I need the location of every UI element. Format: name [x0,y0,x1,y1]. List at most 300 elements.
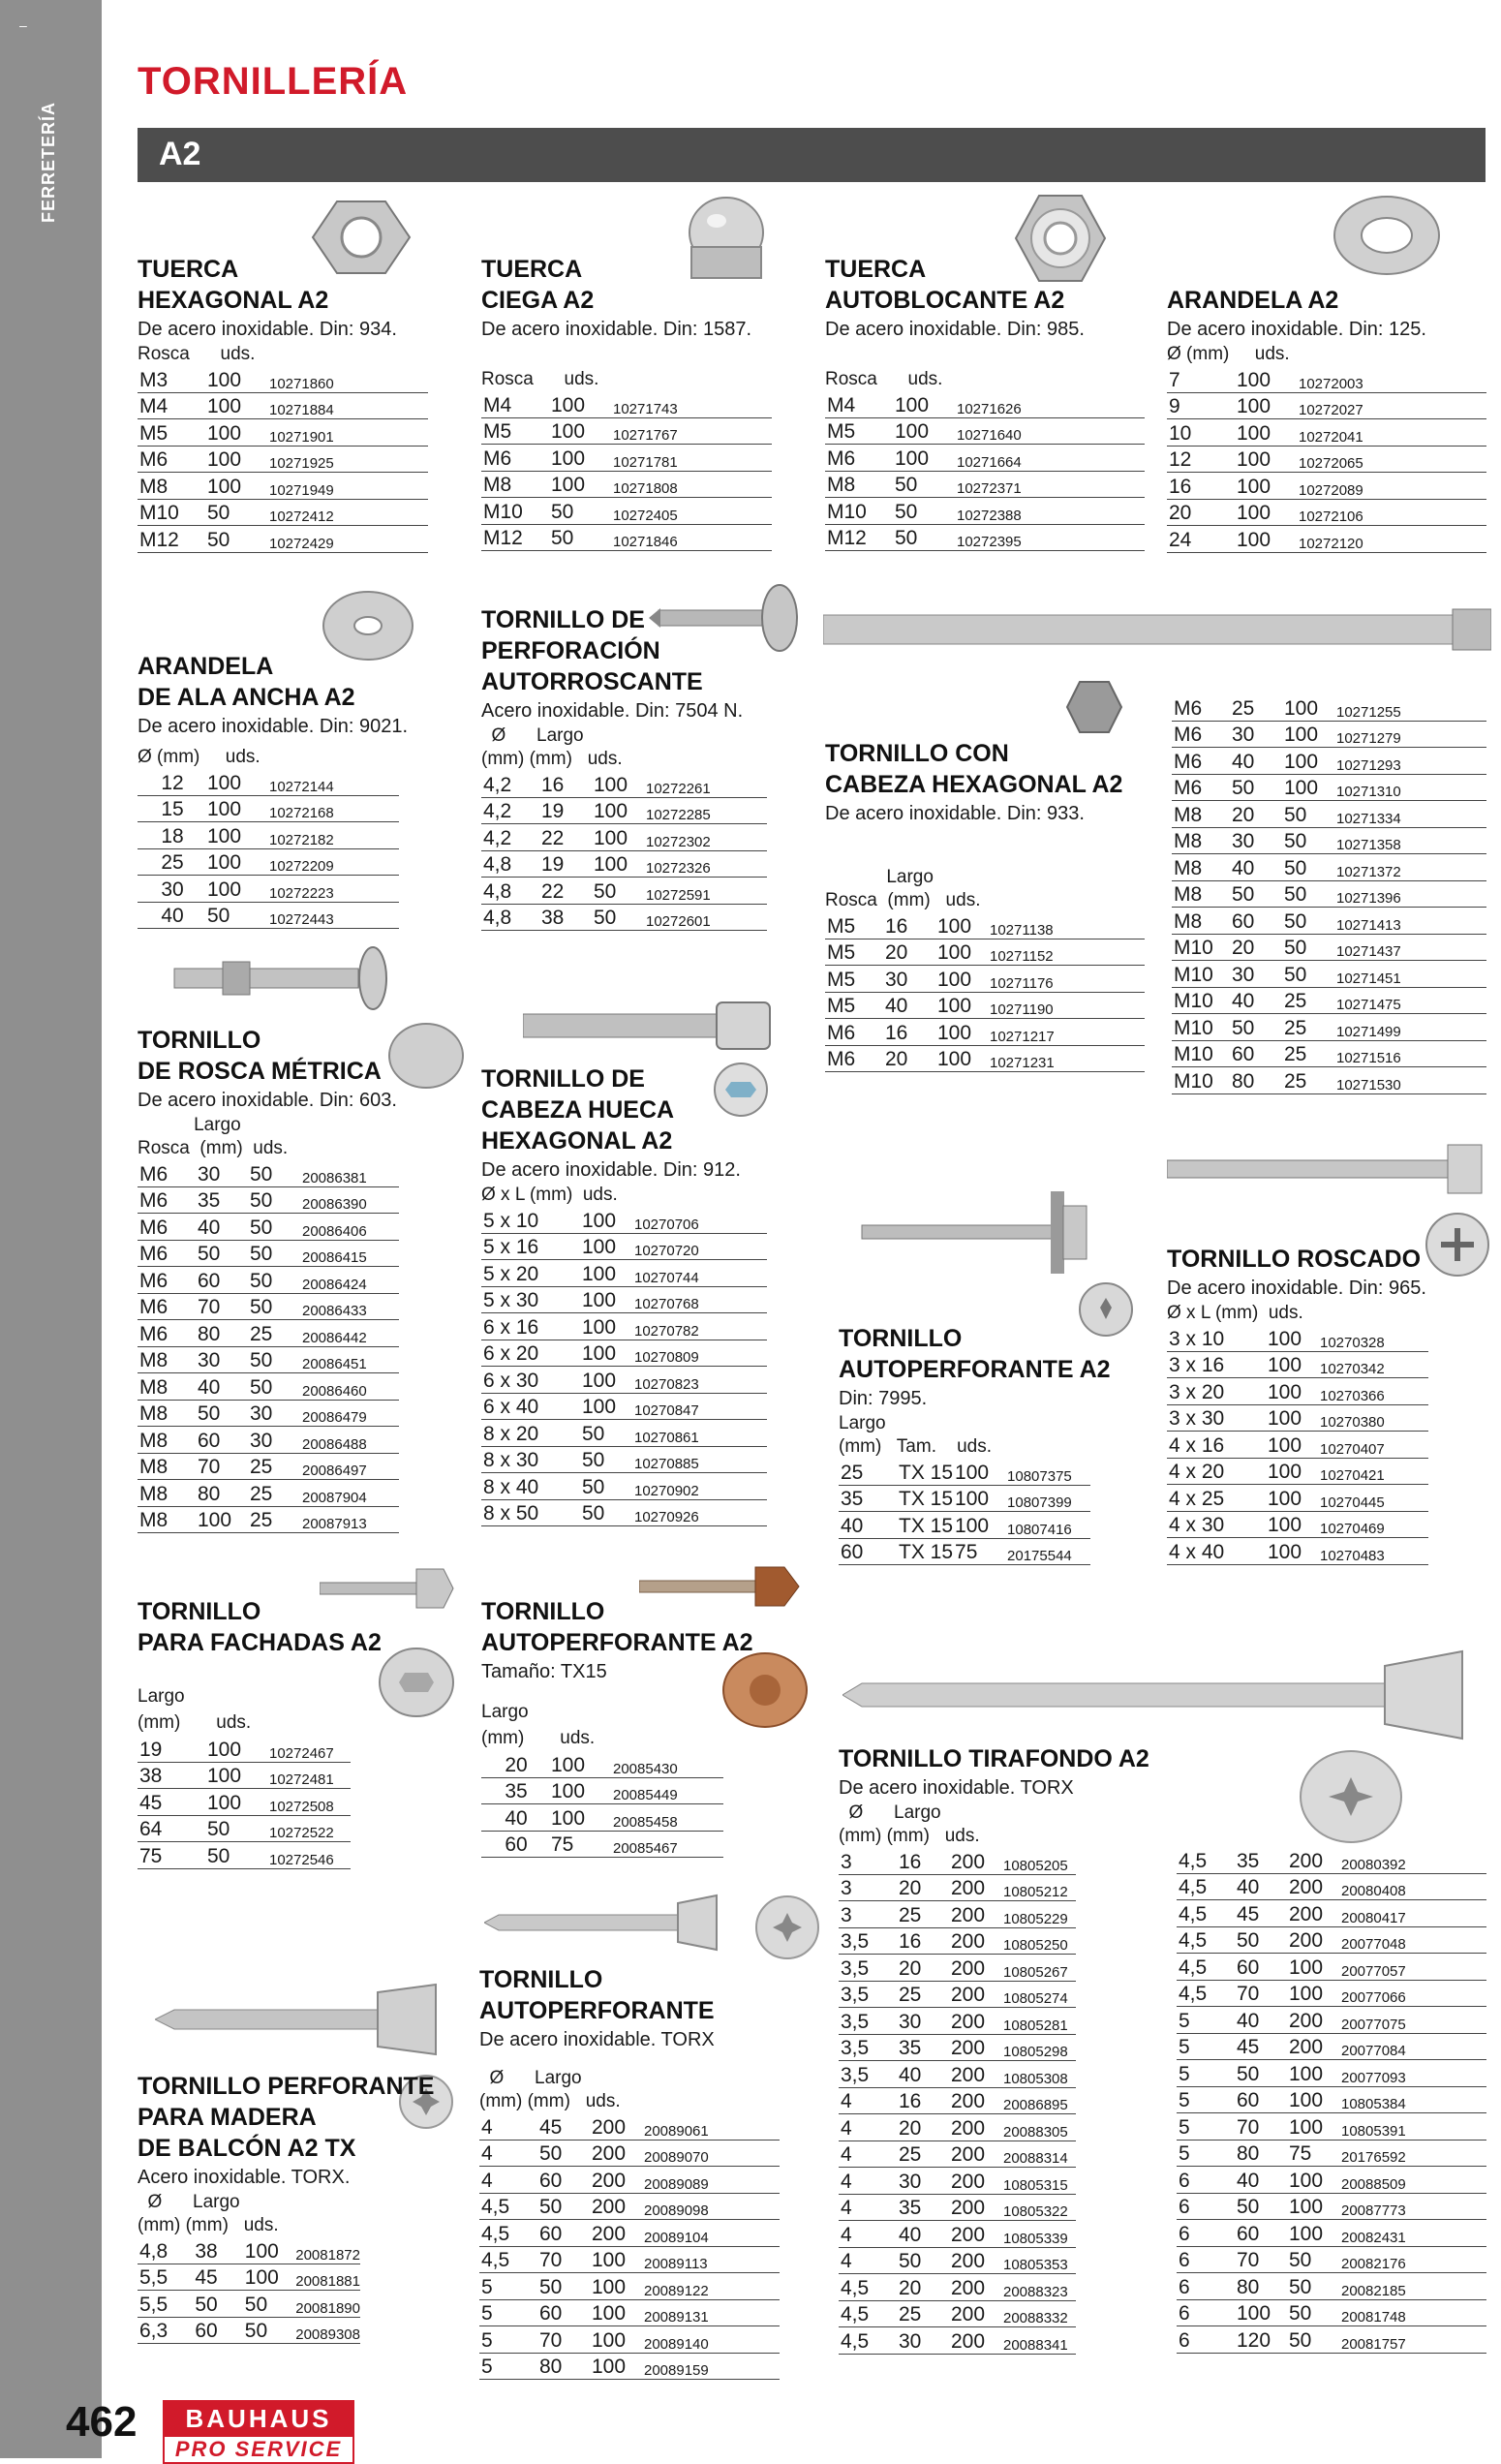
value-cell: 80 [1235,2140,1287,2167]
table-header: Ø x L (mm) uds. [481,1185,618,1205]
value-cell: 4 x 16 [1167,1432,1266,1459]
value-cell: 200 [590,2113,642,2140]
table-row [1172,1014,1486,1041]
value-cell: M10 [138,499,205,526]
table-header: Ø (mm) uds. [1167,344,1290,364]
reference-cell: 20086488 [300,1427,399,1454]
value-cell: 4,5 [1177,1900,1235,1927]
value-cell: 5 x 30 [481,1286,580,1313]
value-cell: 100 [205,822,267,849]
value-cell: 6 [1177,2193,1235,2220]
value-cell: M8 [1172,854,1230,881]
value-cell: 20 [481,1751,549,1777]
spec-table [138,1736,351,1869]
value-cell: 35 [839,1485,897,1512]
value-cell: 100 [590,2246,642,2273]
value-cell: M6 [1172,721,1230,748]
value-cell: 25 [897,2300,949,2327]
value-cell: 100 [1266,1404,1318,1432]
table-row [839,1955,1076,1982]
reference-cell: 20089089 [642,2167,780,2194]
value-cell: 45 [1235,1900,1287,1927]
reference-cell: 10271626 [955,391,1145,417]
value-cell: 25 [897,2141,949,2168]
value-cell: 100 [1235,526,1297,553]
value-cell: 80 [196,1480,248,1507]
value-cell: 22 [539,878,592,905]
table-row [481,824,767,851]
value-cell: 50 [205,1842,267,1869]
value-cell: M10 [1172,961,1230,988]
reference-cell: 20081890 [293,2291,360,2318]
reference-cell: 10271884 [267,392,428,419]
table-row [138,1736,351,1762]
value-cell: M6 [1172,774,1230,801]
table-row [479,2299,780,2326]
reference-cell: 10805281 [1001,2008,1076,2035]
reference-cell: 20086390 [300,1186,399,1214]
table-header: Largo (mm) uds. [481,1702,596,1748]
value-cell: 100 [1235,473,1297,500]
table-row [138,1506,399,1533]
value-cell: 50 [1287,2299,1339,2326]
table-row [481,1446,767,1473]
value-cell: 50 [1282,908,1334,935]
value-cell: 15 [138,795,205,822]
value-cell: 200 [949,2247,1001,2274]
hex-head-small-image [1065,678,1123,736]
value-cell: 50 [1282,801,1334,828]
value-cell: M6 [138,1160,196,1186]
value-cell: 50 [1287,2246,1339,2273]
value-cell: 30 [196,1160,248,1186]
value-cell: M3 [138,366,205,392]
value-cell: 100 [1287,1980,1339,2007]
value-cell: 100 [1266,1325,1318,1351]
value-cell: 8 x 30 [481,1446,580,1473]
value-cell: 30 [883,966,935,993]
table-row [481,1207,767,1233]
value-cell: M5 [138,419,205,447]
table-header: Ø Largo (mm) (mm) uds. [479,2068,621,2111]
table-header: Largo Rosca (mm) uds. [138,1115,289,1158]
reference-cell: 20088341 [1001,2327,1076,2355]
value-cell: 25 [1282,1067,1334,1094]
value-cell: 100 [1235,392,1297,419]
table-row [138,366,428,392]
value-cell: 50 [1230,880,1282,908]
value-cell: M6 [481,445,549,472]
value-cell: 75 [138,1842,205,1869]
reference-cell: 10271176 [988,966,1145,993]
value-cell: 30 [138,876,205,903]
value-cell: 100 [1287,1954,1339,1981]
spec-table [479,2113,780,2380]
value-cell: 16 [539,771,592,797]
value-cell: M6 [1172,694,1230,721]
value-cell: 100 [205,848,267,876]
value-cell: 4,5 [1177,1926,1235,1954]
value-cell: 100 [1235,499,1297,526]
value-cell: M6 [138,1267,196,1294]
value-cell: 4 x 30 [1167,1511,1266,1538]
reference-cell: 20077075 [1339,2007,1486,2034]
reference-cell: 10271475 [1334,987,1486,1014]
value-cell: 3,5 [839,2061,897,2088]
value-cell: 100 [1266,1538,1318,1565]
value-cell: 38 [193,2237,242,2264]
value-cell: 70 [196,1453,248,1480]
value-cell: 3 x 16 [1167,1351,1266,1378]
reference-cell: 10272591 [644,878,767,905]
reference-cell: 10270809 [632,1340,767,1367]
value-cell: 40 [839,1512,897,1539]
reference-cell: 10270469 [1318,1511,1428,1538]
reference-cell: 10271925 [267,446,428,473]
value-cell: 50 [1235,1926,1287,1954]
reference-cell: 10805274 [1001,1981,1076,2008]
value-cell: 100 [1266,1432,1318,1459]
table-row [481,878,767,905]
spec-table [839,1459,1090,1565]
reference-cell: 10271217 [988,1019,1145,1046]
product-tornillo-cabeza-hueca [481,1063,801,1526]
value-cell: 50 [1282,934,1334,961]
value-cell: M8 [1172,801,1230,828]
reference-cell: 10271358 [1334,827,1486,854]
table-row [1177,2060,1486,2087]
value-cell: 6 [1177,2326,1235,2354]
value-cell: 100 [1287,2086,1339,2113]
table-row [825,966,1145,993]
reference-cell: 10272182 [267,822,399,849]
value-cell: 20 [897,2274,949,2301]
reference-cell: 10270366 [1318,1378,1428,1405]
table-row [839,2061,1076,2088]
table-row [481,1367,767,1394]
value-cell: 100 [580,1340,632,1367]
reference-cell: 10272429 [267,526,428,553]
value-cell: 100 [205,1762,267,1789]
product-title: ARANDELA A2 [1167,287,1339,314]
reference-cell: 10272285 [644,797,767,824]
table-row [1177,2299,1486,2326]
value-cell: 50 [248,1373,300,1401]
value-cell: M8 [1172,880,1230,908]
value-cell: 16 [897,1848,949,1874]
value-cell: 50 [243,2291,293,2318]
value-cell: 4 x 25 [1167,1485,1266,1512]
reference-cell: 20086433 [300,1293,399,1320]
logo-subline: PRO SERVICE [163,2437,354,2464]
product-description: De acero inoxidable. Din: 125. [1167,319,1426,340]
reference-cell: 10270380 [1318,1404,1428,1432]
value-cell: 100 [590,2273,642,2300]
product-title: TORNILLO DE PERFORACIÓN AUTORROSCANTE [481,606,703,695]
reference-cell: 10272522 [267,1815,351,1842]
value-cell: 100 [1287,2193,1339,2220]
value-cell: 40 [196,1214,248,1241]
value-cell: 60 [1230,1040,1282,1067]
table-row [138,1186,399,1214]
table-row [1167,366,1486,392]
value-cell: 3 [839,1848,897,1874]
value-cell: 4,5 [839,2327,897,2355]
value-cell: 50 [248,1240,300,1267]
value-cell: 60 [193,2317,242,2344]
value-cell: 100 [205,876,267,903]
table-row [138,1320,399,1347]
value-cell: 6 x 30 [481,1367,580,1394]
value-cell: 50 [248,1346,300,1373]
value-cell: 200 [1287,1926,1339,1954]
table-row [1177,1873,1486,1900]
table-row [481,1751,723,1777]
value-cell: 4 [839,2114,897,2141]
reference-cell: 10271530 [1334,1067,1486,1094]
value-cell: 100 [893,445,955,472]
product-tornillo-autoperforante-a2-din [839,1323,1158,1565]
product-tornillo-rosca-metrica [138,1025,457,1533]
table-row [839,2194,1076,2221]
reference-cell: 10271640 [955,417,1145,445]
category-band-label: A2 [159,136,201,172]
reference-cell: 20088314 [1001,2141,1076,2168]
value-cell: 50 [248,1214,300,1241]
value-cell: 100 [953,1512,1005,1539]
reference-cell: 10272371 [955,471,1145,498]
value-cell: 100 [953,1485,1005,1512]
value-cell: 80 [1235,2273,1287,2300]
product-arandela [1167,285,1486,553]
reference-cell: 10805384 [1339,2086,1486,2113]
value-cell: 200 [1287,1900,1339,1927]
value-cell: 5 x 20 [481,1260,580,1287]
value-cell: 4,5 [1177,1954,1235,1981]
value-cell: 100 [580,1313,632,1340]
value-cell: 3 x 10 [1167,1325,1266,1351]
table-row [138,1346,399,1373]
table-row [1172,880,1486,908]
value-cell: 100 [205,795,267,822]
reference-cell: 10272405 [611,498,772,525]
reference-cell: 10270926 [632,1499,767,1526]
table-row [1172,827,1486,854]
value-cell: 38 [138,1762,205,1789]
value-cell: TX 15 [897,1512,953,1539]
value-cell: 45 [138,1789,205,1816]
table-row [825,992,1145,1019]
reference-cell: 10272546 [267,1842,351,1869]
value-cell: 200 [1287,1847,1339,1873]
value-cell: M6 [1172,748,1230,775]
value-cell: 100 [592,771,644,797]
reference-cell: 10805267 [1001,1955,1076,1982]
reference-cell: 10271372 [1334,854,1486,881]
table-row [481,1420,767,1447]
value-cell: M12 [138,526,205,553]
value-cell: 100 [1235,419,1297,447]
value-cell: 100 [580,1233,632,1260]
value-cell: 50 [196,1400,248,1427]
value-cell: M5 [825,912,883,939]
product-tornillo-cabeza-hexagonal [825,738,1145,1072]
table-row [1172,961,1486,988]
table-row [1172,987,1486,1014]
value-cell: 4 [479,2167,537,2194]
value-cell: 50 [893,524,955,551]
table-row [839,1848,1076,1874]
product-title: TORNILLO DE CABEZA HUECA HEXAGONAL A2 [481,1065,675,1155]
reference-cell: 10271808 [611,471,772,498]
spec-table [1177,1847,1486,2354]
value-cell: 200 [949,2168,1001,2195]
reference-cell: 10271860 [267,366,428,392]
value-cell: M12 [825,524,893,551]
reference-cell: 20086479 [300,1400,399,1427]
value-cell: M6 [138,446,205,473]
table-row [138,2291,360,2318]
value-cell: M8 [1172,908,1230,935]
table-row [1177,2033,1486,2060]
reference-cell: 10805229 [1001,1901,1076,1928]
table-row [839,1901,1076,1928]
table-row [839,2087,1076,2114]
value-cell: 5 [1177,2033,1235,2060]
value-cell: 3 x 20 [1167,1378,1266,1405]
value-cell: 25 [1282,987,1334,1014]
table-row [479,2193,780,2220]
product-title: ARANDELA DE ALA ANCHA A2 [138,653,355,711]
reference-cell: 20089113 [642,2246,780,2273]
socket-screw-image [523,993,775,1061]
reference-cell: 10805298 [1001,2034,1076,2061]
table-header: Rosca uds. [138,344,256,364]
table-row [839,1538,1090,1565]
value-cell: 200 [949,2327,1001,2355]
reference-cell: 10270768 [632,1286,767,1313]
section-label: FERRETERÍA [39,101,58,223]
reference-cell: 10805250 [1001,1927,1076,1955]
table-row [138,1762,351,1789]
value-cell: 5 [479,2299,537,2326]
value-cell: 100 [592,850,644,878]
value-cell: M5 [825,939,883,966]
value-cell: 100 [1282,721,1334,748]
table-row [138,1214,399,1241]
value-cell: 25 [248,1506,300,1533]
reference-cell: 20088305 [1001,2114,1076,2141]
value-cell: 200 [949,2194,1001,2221]
table-row [1177,2246,1486,2273]
value-cell: M5 [825,417,893,445]
value-cell: M6 [138,1240,196,1267]
reference-cell: 10271743 [611,391,772,417]
value-cell: 38 [539,904,592,931]
table-row [1172,801,1486,828]
table-row [825,1019,1145,1046]
value-cell: 100 [1287,2220,1339,2247]
product-tornillo-tirafondo [839,1743,1158,2355]
value-cell: 22 [539,824,592,851]
reference-cell: 10272601 [644,904,767,931]
reference-cell: 10271152 [988,939,1145,966]
table-row [138,1267,399,1294]
value-cell: 5,5 [138,2291,193,2318]
table-header: Ø Largo (mm) (mm) uds. [138,2192,279,2235]
value-cell: 5 [1177,2113,1235,2141]
table-row [825,391,1145,417]
value-cell: 4 [479,2140,537,2167]
table-row [479,2246,780,2273]
reference-cell: 20086442 [300,1320,399,1347]
value-cell: 200 [1287,1873,1339,1900]
table-row [1167,1378,1428,1405]
product-title: TUERCA AUTOBLOCANTE A2 [825,256,1065,314]
value-cell: 50 [248,1160,300,1186]
table-row [839,2274,1076,2301]
table-row [1172,908,1486,935]
table-row [1177,2167,1486,2194]
value-cell: 5 [479,2353,537,2380]
value-cell: M8 [138,1346,196,1373]
value-cell: 60 [537,2299,590,2326]
product-description: De acero inoxidable. Din: 965. [1167,1278,1426,1299]
value-cell: 4 x 40 [1167,1538,1266,1565]
spec-table [138,1160,399,1533]
reference-cell: 10272508 [267,1789,351,1816]
reference-cell: 10272120 [1297,526,1486,553]
reference-cell: 20086381 [300,1160,399,1186]
value-cell: 80 [537,2353,590,2380]
value-cell: 200 [590,2167,642,2194]
value-cell: 25 [248,1453,300,1480]
table-row [481,445,772,472]
reference-cell: 10272261 [644,771,767,797]
table-row [481,904,767,931]
reference-cell: 20088509 [1339,2167,1486,2194]
value-cell: 19 [138,1736,205,1762]
reference-cell: 10270483 [1318,1538,1428,1565]
value-cell: 30 [196,1346,248,1373]
bauhaus-logo [163,2400,354,2464]
value-cell: 30 [1230,961,1282,988]
value-cell: 20 [883,939,935,966]
spec-table [825,912,1145,1072]
table-row [481,797,767,824]
table-row [1172,854,1486,881]
reference-cell: 10805339 [1001,2221,1076,2248]
reference-cell: 10270885 [632,1446,767,1473]
value-cell: 12 [1167,446,1235,473]
table-row [138,2264,360,2291]
value-cell: 100 [549,1751,611,1777]
value-cell: 40 [1230,748,1282,775]
value-cell: M6 [138,1186,196,1214]
spec-table [1172,694,1486,1094]
value-cell: 50 [893,471,955,498]
torx-head-image [753,1894,821,1961]
table-row [138,1160,399,1186]
reference-cell: 20176592 [1339,2140,1486,2167]
value-cell: 6 x 20 [481,1340,580,1367]
value-cell: M8 [1172,827,1230,854]
reference-cell: 10270861 [632,1420,767,1447]
value-cell: M8 [138,1400,196,1427]
value-cell: 60 [1235,2086,1287,2113]
table-row [138,1293,399,1320]
table-row [839,2008,1076,2035]
